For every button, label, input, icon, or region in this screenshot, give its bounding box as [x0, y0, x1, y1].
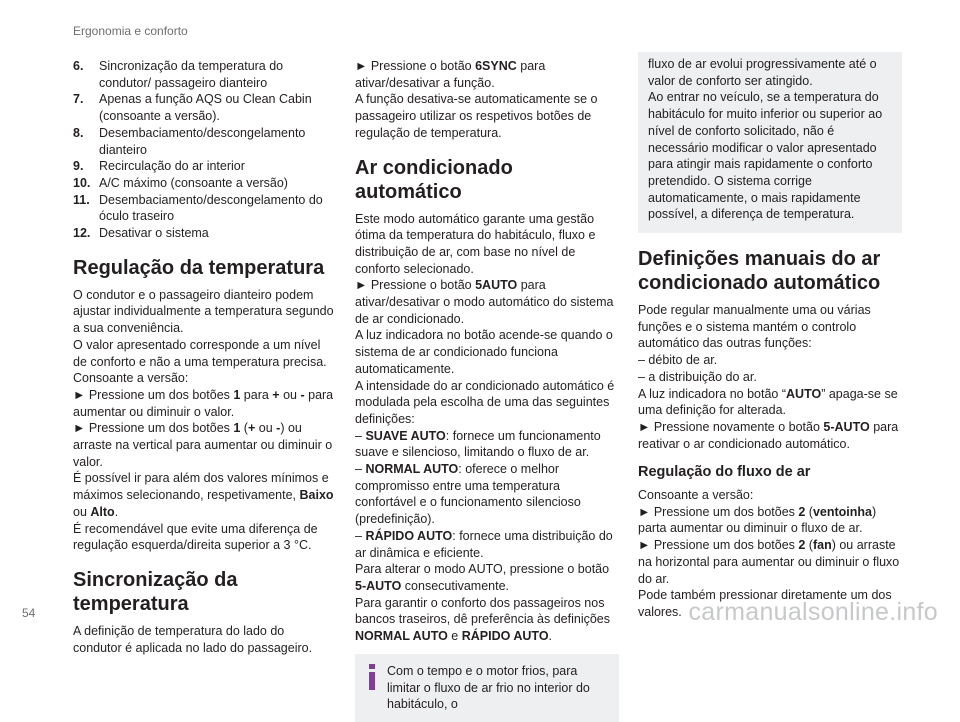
heading-ar-condicionado-automatico: Ar condicionado automático [355, 156, 513, 203]
item-text: Desembaciamento/descongelamento do óculo traseiro [99, 192, 323, 224]
instruction-step: ► Pressione um dos botões 2 (ventoinha) parta aumentar ou diminuir o fluxo de ar. [638, 504, 877, 536]
paragraph: O valor apresentado corresponde a um nível de conforto e não a uma temperatura precisa. [73, 337, 327, 369]
item-number: 9. [73, 159, 84, 174]
paragraph: Consoante a versão: [638, 488, 754, 503]
paragraph: A luz indicadora no botão acende-se quando o sistema de ar condicionado funciona automaticamente. [355, 328, 613, 376]
list-item [73, 175, 335, 192]
item-number: 10. [73, 175, 91, 190]
paragraph: É recomendável que evite uma diferença de regulação esquerda/direita superior a 3 °C. [73, 521, 318, 553]
column-2 [355, 58, 619, 722]
paragraph: A definição de temperatura do lado do condutor é aplicada no lado do passageiro. [73, 623, 313, 655]
info-box [355, 654, 619, 722]
mode-option: – RÁPIDO AUTO: fornece uma distribuição do ar dinâmica e eficiente. [355, 528, 613, 560]
paragraph: A luz indicadora no botão “AUTO” apaga-se se uma definição for alterada. [638, 386, 898, 418]
info-icon [365, 663, 379, 691]
paragraph: Este modo automático garante uma gestão ótima da temperatura do habitáculo, fluxo e distribuição de ar, com base no nível de conforto selecionado. [355, 211, 596, 276]
instruction-step: ► Pressione um dos botões 1 (+ ou -) ou arraste na vertical para aumentar ou diminuir o valor. [73, 421, 333, 469]
mode-option: – NORMAL AUTO: oferece o melhor compromisso entre uma temperatura confortável e o funcionamento silencioso (predefinição). [355, 462, 581, 527]
paragraph: A função desativa-se automaticamente se o passageiro utilizar os respetivos botões de regulação de temperatura. [355, 92, 598, 140]
paragraph: O condutor e o passageiro dianteiro podem ajustar individualmente a temperatura segundo a sua conveniência. [73, 287, 334, 336]
heading-regulacao-temperatura: Regulação da temperatura [73, 256, 325, 279]
list-item [73, 58, 335, 91]
paragraph: Para garantir o conforto dos passageiros nos bancos traseiros, dê preferência às definições NORMAL AUTO e RÁPIDO AUTO. [355, 595, 611, 644]
item-text: Recirculação do ar interior [99, 159, 245, 174]
item-text: Desembaciamento/descongelamento dianteiro [99, 125, 306, 157]
item-text: A/C máximo (consoante a versão) [99, 175, 288, 190]
column-1 [73, 58, 335, 656]
item-number: 7. [73, 92, 84, 107]
list-item [73, 192, 335, 225]
item-number: 12. [73, 226, 91, 241]
instruction-step: ► Pressione novamente o botão 5-AUTO para reativar o ar condicionado automático. [638, 419, 899, 451]
paragraph: Pode também pressionar diretamente um dos valores. [638, 588, 892, 619]
info-box-continued [638, 52, 902, 233]
item-text: Sincronização da temperatura do condutor/ passageiro dianteiro [99, 59, 284, 90]
heading-regulacao-fluxo-ar: Regulação do fluxo de ar [638, 464, 811, 481]
mode-option: – SUAVE AUTO: fornece um funcionamento suave e silencioso, limitando o fluxo de ar. [355, 428, 601, 460]
item-text: Desativar o sistema [99, 226, 209, 241]
instruction-step: ► Pressione um dos botões 1 para + ou - para aumentar ou diminuir o valor. [73, 387, 334, 419]
paragraph: É possível ir para além dos valores mínimos e máximos selecionando, respetivamente, Baixo ou Alto. [73, 471, 334, 519]
paragraph: – débito de ar. [638, 353, 718, 368]
instruction-step: ► Pressione um dos botões 2 (fan) ou arraste na horizontal para aumentar ou diminuir o fluxo do ar. [638, 538, 900, 586]
paragraph: Consoante a versão: [73, 371, 189, 386]
list-item [73, 125, 335, 158]
paragraph: Para alterar o modo AUTO, pressione o botão 5-AUTO consecutivamente. [355, 562, 610, 593]
info-text: Com o tempo e o motor frios, para limitar o fluxo de ar frio no interior do habitáculo, o [387, 663, 590, 712]
watermark: carmanualsonline.info [688, 598, 938, 626]
instruction-step: ► Pressione o botão 5AUTO para ativar/desativar o modo automático do sistema de ar condicionado. [355, 278, 614, 326]
list-item [73, 91, 335, 124]
control-legend-list [73, 58, 335, 242]
item-number: 8. [73, 125, 84, 140]
paragraph: Pode regular manualmente uma ou várias funções e o sistema mantém o controlo automático das outras funções: [638, 303, 871, 351]
heading-sincronizacao-temperatura: Sincronização da temperatura [73, 568, 238, 615]
paragraph: Ao entrar no veículo, se a temperatura do habitáculo for muito inferior ou superior ao nível de conforto solicitado, não é necessário modificar o valor apresentado para atingir mais rapidamente o conforto pretendido. O sistema corrige automaticamente, o mais rapidamente possível, a diferença de temperatura. [648, 90, 883, 222]
instruction-step: ► Pressione o botão 6SYNC para ativar/desativar a função. [355, 59, 546, 90]
paragraph: A intensidade do ar condicionado automático é modulada pela escolha de uma das seguintes definições: [355, 378, 615, 426]
list-item [73, 158, 335, 175]
item-number: 11. [73, 192, 90, 207]
page-header-section: Ergonomia e conforto [73, 24, 188, 38]
heading-definicoes-manuais: Definições manuais do ar condicionado automático [638, 248, 881, 295]
column-3 [638, 58, 902, 621]
page-number: 54 [22, 606, 36, 620]
item-text: Apenas a função AQS ou Clean Cabin (consoante a versão). [99, 92, 312, 124]
list-item [73, 225, 335, 242]
item-number: 6. [73, 59, 84, 73]
paragraph: – a distribuição do ar. [638, 369, 757, 384]
paragraph: fluxo de ar evolui progressivamente até o valor de conforto ser atingido. [648, 57, 877, 88]
